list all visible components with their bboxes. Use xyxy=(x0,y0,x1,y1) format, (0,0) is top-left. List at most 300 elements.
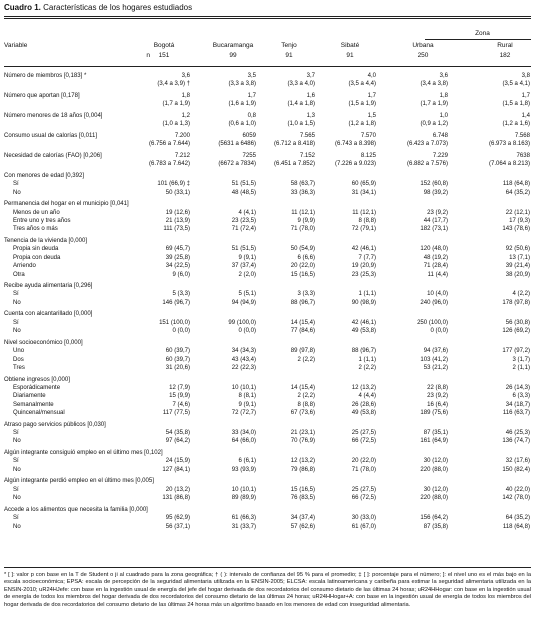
table-row xyxy=(0,356,535,364)
cell-value: 66 (72,5) xyxy=(351,495,376,502)
cell-value: (1,2 a 1,6) xyxy=(502,121,530,128)
cell-value: 88 (96,7) xyxy=(351,348,376,355)
row-label: Sí xyxy=(13,486,19,493)
cell-value: 150 (82,4) xyxy=(502,466,530,473)
cell-value: 26 (14,3) xyxy=(505,384,530,391)
column-header-n: 151 xyxy=(158,52,170,59)
cell-value: 7 (4,6) xyxy=(172,401,190,408)
cell-value: 7.229 xyxy=(432,152,448,159)
table-row xyxy=(0,514,535,522)
row-label: Otra xyxy=(13,271,25,278)
table-row xyxy=(0,152,535,160)
row-label: Sí xyxy=(13,458,19,465)
cell-value: (3,4 a 3,9) † xyxy=(157,81,190,88)
cell-value: 11 (4,4) xyxy=(427,271,448,278)
cell-value: 23 (23,5) xyxy=(231,217,256,224)
table-row xyxy=(0,401,535,409)
cell-value: (1,5 a 1,8) xyxy=(502,101,530,108)
table-row xyxy=(0,339,535,347)
cell-value: 34 (37,4) xyxy=(290,515,315,522)
cell-value: 117 (77,5) xyxy=(162,410,190,417)
cell-value: 2 (2,2) xyxy=(297,356,315,363)
cell-value: (6.756 a 7.644) xyxy=(148,141,190,148)
cell-value: 72 (79,1) xyxy=(351,226,376,233)
cell-value: 1,7 xyxy=(521,92,530,99)
cell-value: 2 (2,0) xyxy=(238,271,256,278)
cell-value: 131 (86,8) xyxy=(162,495,190,502)
table-row xyxy=(0,421,535,429)
cell-value: 1,3 xyxy=(306,112,315,119)
cell-value: 61 (67,0) xyxy=(351,523,376,530)
row-label: Propia con deuda xyxy=(13,254,61,261)
table-row xyxy=(0,409,535,417)
table-row xyxy=(0,271,535,279)
row-label: Diariamente xyxy=(13,393,46,400)
row-label: No xyxy=(13,495,21,502)
cell-value: (6672 a 7834) xyxy=(218,161,256,168)
row-label: Entre uno y tres años xyxy=(13,217,71,224)
row-label: No xyxy=(13,523,21,530)
table-row xyxy=(0,189,535,197)
cell-value: 103 (41,2) xyxy=(420,356,448,363)
cell-value: 23 (25,3) xyxy=(351,271,376,278)
cell-value: (1,0 a 1,5) xyxy=(287,121,315,128)
row-label: No xyxy=(13,438,21,445)
cell-value: 178 (97,8) xyxy=(502,299,530,306)
row-label: Uno xyxy=(13,348,25,355)
table-row xyxy=(0,319,535,327)
cell-value: (3,5 a 4,4) xyxy=(348,81,376,88)
cell-value: (5631 a 6486) xyxy=(218,141,256,148)
table-row xyxy=(0,449,535,457)
cell-value: 30 (12,0) xyxy=(423,486,448,493)
cell-value: 39 (25,8) xyxy=(165,254,190,261)
cell-value: 6.748 xyxy=(432,132,448,139)
cell-value: 152 (60,8) xyxy=(420,181,448,188)
cell-value: 1,4 xyxy=(521,112,530,119)
cell-value: 25 (27,5) xyxy=(351,486,376,493)
cell-value: 1,2 xyxy=(181,112,190,119)
cell-value: (6.973 a 8.163) xyxy=(488,141,530,148)
cell-value: 70 (76,9) xyxy=(290,438,315,445)
row-label: Semanalmente xyxy=(13,401,54,408)
column-header-n: 250 xyxy=(417,52,429,59)
cell-value: 1 (1,1) xyxy=(358,291,376,298)
column-header-name: Sibaté xyxy=(340,42,360,49)
column-header-n: 182 xyxy=(499,52,511,59)
cell-value: 49 (53,8) xyxy=(351,410,376,417)
row-label: Sí xyxy=(13,291,19,298)
cell-value: 116 (63,7) xyxy=(502,410,530,417)
table-row xyxy=(0,477,535,485)
cell-value: 126 (69,2) xyxy=(502,328,530,335)
cell-value: 8 (8,8) xyxy=(358,217,376,224)
table-title-text: Características de los hogares estudiados xyxy=(43,3,193,12)
cell-value: 1,8 xyxy=(439,92,448,99)
row-label: Consumo usual de calorías [0,011] xyxy=(4,132,97,139)
cell-value: 89 (97,8) xyxy=(290,348,315,355)
table-row xyxy=(0,237,535,245)
cell-value: 15 (16,5) xyxy=(290,271,315,278)
cell-value: 0 (0,0) xyxy=(172,328,190,335)
column-header-name: Urbana xyxy=(412,42,434,49)
cell-value: 8 (8,1) xyxy=(238,393,256,400)
cell-value: 151 (100,0) xyxy=(159,319,190,326)
cell-value: 37 (37,4) xyxy=(231,263,256,270)
cell-value: 146 (96,7) xyxy=(162,299,190,306)
row-label: Nivel socioeconómico [0,000] xyxy=(4,339,83,346)
table-row xyxy=(0,506,535,514)
cell-value: 21 (23,1) xyxy=(290,430,315,437)
cell-value: (7.226 a 9.023) xyxy=(334,161,376,168)
table-row xyxy=(0,172,535,180)
cell-value: 30 (12,0) xyxy=(423,458,448,465)
cell-value: 12 (7,9) xyxy=(169,384,190,391)
table-row xyxy=(0,200,535,208)
cell-value: (3,4 a 3,8) xyxy=(420,81,448,88)
cell-value: (6.882 a 7.576) xyxy=(406,161,448,168)
row-label: Esporádicamente xyxy=(13,384,61,391)
cell-value: 4 (4,4) xyxy=(358,393,376,400)
row-label: Necesidad de calorías (FAO) [0,206] xyxy=(4,152,102,159)
cell-value: 87 (35,1) xyxy=(423,430,448,437)
column-header-name: Bogotá xyxy=(153,42,175,49)
row-label: Algún integrante perdió empleo en el último mes [0,005] xyxy=(4,478,154,485)
cell-value: 46 (25,3) xyxy=(505,430,530,437)
cell-value: 43 (43,4) xyxy=(231,356,256,363)
cell-value: 69 (45,7) xyxy=(165,246,190,253)
cell-value: 7.152 xyxy=(299,152,315,159)
cell-value: 89 (89,9) xyxy=(231,495,256,502)
cell-value: 20 (22,0) xyxy=(351,458,376,465)
cell-value: 34 (34,3) xyxy=(231,348,256,355)
cell-value: 3,5 xyxy=(247,73,256,79)
cell-value: (6.451 a 7.852) xyxy=(273,161,315,168)
cell-value: 4 (2,2) xyxy=(512,291,530,298)
cell-value: 1,8 xyxy=(181,92,190,99)
table-row xyxy=(0,262,535,270)
cell-value: 24 (15,9) xyxy=(165,458,190,465)
cell-value: 30 (33,0) xyxy=(351,515,376,522)
cell-value: 15 (9,9) xyxy=(169,393,190,400)
cell-value: 71 (78,0) xyxy=(351,466,376,473)
table-row xyxy=(0,392,535,400)
table-row xyxy=(0,486,535,494)
cell-value: 13 (7,1) xyxy=(509,254,530,261)
cell-value: 94 (94,9) xyxy=(231,299,256,306)
cell-value: 99 (100,0) xyxy=(228,319,256,326)
cell-value: 3,7 xyxy=(306,73,315,79)
cell-value: 4,0 xyxy=(367,73,376,79)
cell-value: 156 (64,2) xyxy=(420,515,448,522)
cell-value: 6059 xyxy=(242,132,256,139)
column-header-n: 91 xyxy=(285,52,293,59)
table-body xyxy=(0,72,535,531)
row-label: Permanencia del hogar en el municipio [0,041] xyxy=(4,201,129,208)
cell-value: 161 (64,9) xyxy=(420,438,448,445)
cell-value: 64 (35,2) xyxy=(505,189,530,196)
cell-value: 23 (9,2) xyxy=(427,393,448,400)
row-label: Sí xyxy=(13,319,19,326)
cell-value: (1,0 a 1,3) xyxy=(162,121,190,128)
cell-value: 51 (51,5) xyxy=(231,246,256,253)
row-label: Tres años o más xyxy=(13,226,58,233)
cell-value: 6 (6,6) xyxy=(297,254,315,261)
cell-value: 71 (72,4) xyxy=(231,226,256,233)
cell-value: 3 (1,7) xyxy=(512,356,530,363)
cell-value: 10 (10,1) xyxy=(231,486,256,493)
cell-value: (0,6 a 1,0) xyxy=(228,121,256,128)
cell-value: 3,6 xyxy=(439,73,448,79)
cell-value: 33 (34,0) xyxy=(231,430,256,437)
cell-value: 19 (12,6) xyxy=(165,209,190,216)
cell-value: 2 (2,2) xyxy=(358,364,376,371)
table-row xyxy=(0,112,535,120)
row-label: Número que aportan [0,178] xyxy=(4,92,80,99)
cell-value: (1,2 a 1,8) xyxy=(348,121,376,128)
cell-value: 127 (84,1) xyxy=(162,466,190,473)
row-label: No xyxy=(13,189,21,196)
cell-value: 3 (3,3) xyxy=(297,291,315,298)
cell-value: 71 (78,0) xyxy=(290,226,315,233)
cell-value: 16 (6,4) xyxy=(427,401,448,408)
table-row xyxy=(0,217,535,225)
cell-value: 33 (36,3) xyxy=(290,189,315,196)
top-rule-double xyxy=(4,18,531,19)
row-label: Sí xyxy=(13,515,19,522)
row-label: Tenencia de la vivienda [0,000] xyxy=(4,237,88,244)
cell-value: 143 (78,6) xyxy=(502,226,530,233)
cell-value: 32 (17,6) xyxy=(505,458,530,465)
cell-value: 1,0 xyxy=(439,112,448,119)
cell-value: 1,6 xyxy=(306,92,315,99)
cell-value: 48 (48,5) xyxy=(231,189,256,196)
cell-value: 42 (46,1) xyxy=(351,319,376,326)
cell-value: 94 (37,6) xyxy=(423,348,448,355)
cell-value: 12 (13,2) xyxy=(290,458,315,465)
row-label: Menos de un año xyxy=(13,209,60,216)
cell-value: 111 (73,5) xyxy=(163,226,190,233)
cell-value: 20 (22,0) xyxy=(290,263,315,270)
bottom-rule xyxy=(4,567,531,568)
cell-value: 98 (39,2) xyxy=(423,189,448,196)
cell-value: 93 (93,9) xyxy=(231,466,256,473)
cell-value: 22 (22,3) xyxy=(231,364,256,371)
cell-value: 120 (48,0) xyxy=(420,246,448,253)
cell-value: 136 (74,7) xyxy=(502,438,530,445)
row-label: Tres xyxy=(13,364,25,371)
cell-value: 53 (21,2) xyxy=(423,364,448,371)
table-row xyxy=(0,347,535,355)
row-label: Número menores de 18 años [0,004] xyxy=(4,112,103,119)
column-header-name: Tenjo xyxy=(281,42,297,49)
cell-value: 23 (9,2) xyxy=(427,209,448,216)
cell-value: 240 (96,0) xyxy=(420,299,448,306)
footnote: * [ ]: valor p con base en la T de Student o ji al cuadrado para la zona geográfica; † ( ): intervalo de confianza del 95 % para el promedio; ‡ [ ]: porcentaje para el número; ]: el nivel uno es el más bajo en la escala socioeconómica; EPSA: escala de percepción de la seguridad alimentaria utilizada en la ENSIN-2005; ELCSA: escala latinoamericana y caribeña para estimar la seguridad alimentaria utilizada en la ENSIN-2010; uR24HJefe: con base en la ingestión usual de energía del jefe del hogar derivada de dos recordatorios del consumo dietario de las últimas 24 horas; uR24HHogar: con base en la ingestión usual de energía de todos los miembros del hogar derivada de dos recordatorios del consumo dietario de las últimas 24 horas; uR24HHogar+A: con base en la ingestión usual de energía de todos los miembros del hogar derivada de dos recordatorios del consumo dietario de las últimas 24 horas más un algoritmo basado en los menores de edad con inseguridad alimentaria. xyxy=(4,572,531,608)
row-label: No xyxy=(13,466,21,473)
column-header-n: 91 xyxy=(346,52,354,59)
table-row xyxy=(0,437,535,445)
cell-value: 56 (37,1) xyxy=(165,523,190,530)
cell-value: 9 (9,9) xyxy=(297,217,315,224)
cell-value: 1 (1,1) xyxy=(358,356,376,363)
row-label: Con menores de edad [0,392] xyxy=(4,172,85,179)
table-row xyxy=(0,254,535,262)
cell-value: 34 (18,7) xyxy=(505,401,530,408)
table-row xyxy=(0,72,535,80)
cell-value: 44 (17,7) xyxy=(423,217,448,224)
cell-value: 40 (22,0) xyxy=(505,486,530,493)
cell-value: 21 (13,9) xyxy=(165,217,190,224)
cell-value: 22 (8,8) xyxy=(427,384,448,391)
header-rule xyxy=(4,66,531,67)
cell-value: 58 (63,7) xyxy=(290,181,315,188)
cell-value: (6.743 a 8.398) xyxy=(334,141,376,148)
zone-rule xyxy=(425,39,531,40)
cell-value: 31 (34,1) xyxy=(351,189,376,196)
cell-value: 9 (6,0) xyxy=(172,271,190,278)
table-row xyxy=(0,299,535,307)
cell-value: 60 (39,7) xyxy=(165,356,190,363)
table-row xyxy=(0,209,535,217)
row-label: Número de miembros [0,183] * xyxy=(4,73,87,79)
row-label: No xyxy=(13,299,21,306)
cell-value: (6.783 a 7.642) xyxy=(148,161,190,168)
cell-value: 56 (30,8) xyxy=(505,319,530,326)
cell-value: 11 (12,1) xyxy=(352,209,376,216)
table-title-label: Cuadro 1. xyxy=(4,3,41,12)
cell-value: 6 (6,1) xyxy=(238,458,256,465)
cell-value: 10 (10,1) xyxy=(231,384,256,391)
cell-value: 5 (5,1) xyxy=(238,291,256,298)
cell-value: 88 (96,7) xyxy=(290,299,315,306)
cell-value: 50 (54,9) xyxy=(290,246,315,253)
table-row xyxy=(0,225,535,233)
cell-value: 2 (2,2) xyxy=(297,393,315,400)
cell-value: 90 (98,9) xyxy=(351,299,376,306)
row-label: Dos xyxy=(13,356,24,363)
row-label: Algún integrante consiguió empleo en el último mes [0,102] xyxy=(4,450,163,457)
cell-value: 76 (83,5) xyxy=(290,495,315,502)
cell-value: 3,8 xyxy=(521,73,530,79)
cell-value: 77 (84,6) xyxy=(290,328,315,335)
table-row xyxy=(0,290,535,298)
cell-value: 101 (66,9) ‡ xyxy=(157,181,190,188)
cell-value: 57 (62,6) xyxy=(290,523,315,530)
cell-value: 71 (28,4) xyxy=(423,263,448,270)
cell-value: (3,3 a 3,8) xyxy=(228,81,256,88)
cell-value: 60 (39,7) xyxy=(165,348,190,355)
cell-value: 66 (72,5) xyxy=(351,438,376,445)
cell-value: 60 (65,9) xyxy=(351,181,376,188)
table-title xyxy=(4,3,192,12)
cell-value: 64 (35,2) xyxy=(505,515,530,522)
cell-value: (6.712 a 8.418) xyxy=(273,141,315,148)
cell-value: 20 (13,2) xyxy=(165,486,190,493)
row-label: Sí xyxy=(13,181,19,188)
cell-value: 220 (88,0) xyxy=(420,495,448,502)
cell-value: 177 (97,2) xyxy=(502,348,530,355)
cell-value: (6.423 a 7.073) xyxy=(406,141,448,148)
row-label: No xyxy=(13,328,21,335)
cell-value: (1,7 a 1,9) xyxy=(420,101,448,108)
column-header-name: Bucaramanga xyxy=(212,42,254,49)
cell-value: (1,4 a 1,8) xyxy=(287,101,315,108)
cell-value: 1,5 xyxy=(367,112,376,119)
cell-value: 7.565 xyxy=(299,132,315,139)
cell-value: 64 (66,0) xyxy=(231,438,256,445)
cell-value: 7.200 xyxy=(174,132,190,139)
cell-value: 3,6 xyxy=(181,73,190,79)
cell-value: 97 (64,2) xyxy=(165,438,190,445)
cell-value: 7.568 xyxy=(514,132,530,139)
cell-value: 9 (9,1) xyxy=(238,254,256,261)
table-row xyxy=(0,140,535,148)
cell-value: (1,7 a 1,9) xyxy=(162,101,190,108)
table-row xyxy=(0,429,535,437)
cell-value: 12 (13,2) xyxy=(351,384,376,391)
table-row xyxy=(0,327,535,335)
cell-value: 19 (20,9) xyxy=(351,263,376,270)
cell-value: 7255 xyxy=(242,152,256,159)
cell-value: 118 (64,8) xyxy=(502,181,530,188)
cell-value: (3,3 a 4,0) xyxy=(287,81,315,88)
cell-value: 7638 xyxy=(516,152,530,159)
cell-value: 220 (88,0) xyxy=(420,466,448,473)
cell-value: 42 (46,1) xyxy=(351,246,376,253)
table-row xyxy=(0,376,535,384)
row-label: Arriendo xyxy=(13,263,36,270)
row-label: Sí xyxy=(13,430,19,437)
zone-group-header: Zona xyxy=(475,30,490,37)
cell-value: 26 (28,6) xyxy=(351,401,376,408)
row-label: Atraso pago servicios públicos [0,030] xyxy=(4,421,106,428)
cell-value: 250 (100,0) xyxy=(417,319,448,326)
cell-value: 34 (22,5) xyxy=(165,263,190,270)
cell-value: 4 (4,1) xyxy=(238,209,256,216)
column-header-name: Rural xyxy=(497,42,513,49)
cell-value: (7.064 a 8.213) xyxy=(488,161,530,168)
cell-value: 0 (0,0) xyxy=(430,328,448,335)
cell-value: 8.125 xyxy=(360,152,376,159)
cell-value: 95 (62,9) xyxy=(165,515,190,522)
table-row xyxy=(0,457,535,465)
variable-header: Variable xyxy=(4,42,28,49)
cell-value: 9 (9,1) xyxy=(238,401,256,408)
cell-value: 6 (3,3) xyxy=(512,393,530,400)
cell-value: (0,9 a 1,2) xyxy=(420,121,448,128)
cell-value: 189 (75,6) xyxy=(420,410,448,417)
cell-value: 51 (51,5) xyxy=(231,181,256,188)
cell-value: 31 (20,6) xyxy=(165,364,190,371)
cell-value: 0,8 xyxy=(247,112,256,119)
table-row xyxy=(0,364,535,372)
cell-value: 8 (8,8) xyxy=(297,401,315,408)
row-label: Accede a los alimentos que necesita la familia [0,000] xyxy=(4,506,148,513)
cell-value: 92 (50,6) xyxy=(505,246,530,253)
cell-value: 7 (7,7) xyxy=(358,254,376,261)
n-header: n xyxy=(146,52,150,59)
cell-value: 182 (73,1) xyxy=(420,226,448,233)
column-header-n: 99 xyxy=(229,52,237,59)
table-row xyxy=(0,80,535,88)
table-row xyxy=(0,494,535,502)
table-row xyxy=(0,100,535,108)
table-row xyxy=(0,384,535,392)
row-label: Quincenal/mensual xyxy=(13,410,65,417)
table-row xyxy=(0,245,535,253)
table-row xyxy=(0,466,535,474)
